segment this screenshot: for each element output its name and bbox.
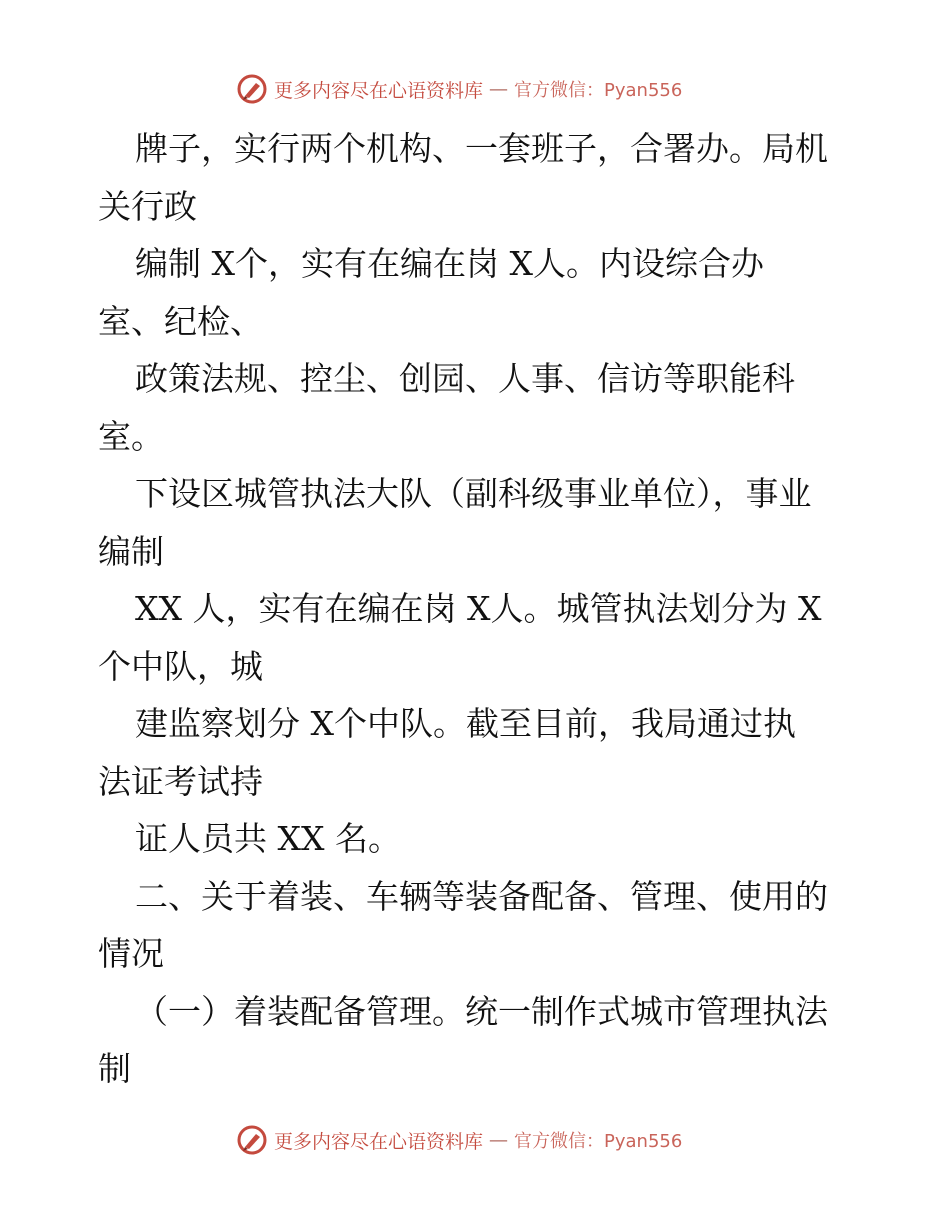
footer-banner [236, 1123, 682, 1157]
text-line: 证人员共 XX 名。 [135, 819, 401, 858]
text-line: 关行政 [98, 186, 197, 226]
text-line: 建监察划分 X个中队。截至目前，我局通过执 [135, 704, 796, 743]
text-line: 室。 [98, 416, 164, 456]
banner-separator: — [489, 1129, 509, 1151]
banner-text: 更多内容尽在心语资料库 [274, 79, 484, 102]
text-line: 个中队，城 [98, 646, 263, 686]
text-line: XX 人，实有在编在岗 X人。城管执法划分为 X [135, 589, 822, 628]
text-line: 牌子，实行两个机构、一套班子，合署办。局机 [135, 129, 828, 168]
text-line: 室、纪检、 [98, 301, 263, 341]
pen-logo-icon [236, 1124, 268, 1156]
banner-separator: — [489, 78, 509, 100]
banner-text: 更多内容尽在心语资料库 [274, 1130, 484, 1153]
text-line: 二、关于着装、车辆等装备配备、管理、使用的 [135, 876, 828, 916]
document-body [98, 120, 858, 1098]
banner-wechat: 官方微信：Pyan556 [514, 1131, 683, 1152]
text-line: 法证考试持 [98, 761, 263, 801]
pen-logo-icon [236, 73, 268, 105]
banner-wechat: 官方微信：Pyan556 [514, 80, 683, 101]
text-line: （一）着装配备管理。统一制作式城市管理执法 [135, 991, 828, 1031]
text-line: 编制 X个，实有在编在岗 X人。内设综合办 [135, 244, 764, 283]
header-banner [236, 72, 682, 106]
text-line: 情况 [98, 934, 164, 973]
text-line: 编制 [98, 531, 164, 571]
text-line: 下设区城管执法大队（副科级事业单位），事业 [135, 474, 812, 513]
text-line: 制 [98, 1049, 131, 1088]
text-line: 政策法规、控尘、创园、人事、信访等职能科 [135, 359, 795, 398]
